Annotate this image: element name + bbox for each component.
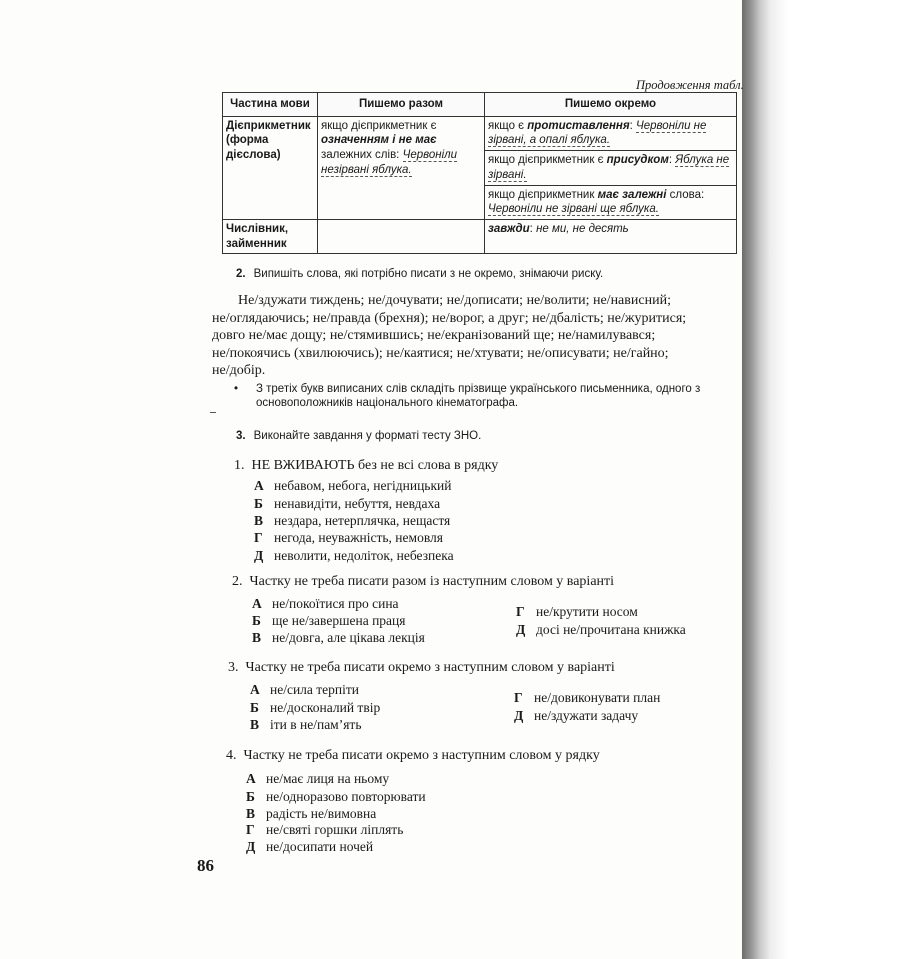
option-letter: Б bbox=[252, 613, 261, 628]
option bbox=[246, 822, 403, 838]
page-number: 86 bbox=[197, 856, 214, 875]
option-text: не/довиконувати план bbox=[534, 690, 661, 705]
sep-always-example: не ми, не десять bbox=[536, 223, 629, 236]
question-text: Частку не треба писати разом із наступним словом у варіанті bbox=[249, 574, 615, 589]
option-letter: Г bbox=[254, 530, 263, 545]
header-separately: Пишемо окремо bbox=[485, 93, 737, 117]
task2-line: Не/здужати тиждень; не/дочувати; не/дописати; не/волити; не/нависний; bbox=[238, 293, 671, 308]
option bbox=[254, 478, 451, 494]
bullet-text: З третіх букв виписаних слів складіть прізвище українського письменника, одного з основоположників національного кінематографа. bbox=[256, 383, 701, 409]
option bbox=[516, 622, 686, 638]
sep-rule-lead: якщо дієприкметник bbox=[488, 188, 595, 201]
option-text: неволити, недоліток, небезпека bbox=[274, 548, 454, 563]
cell-separately: завжди: не ми, не десять bbox=[485, 220, 737, 254]
sep-rule-3 bbox=[485, 186, 736, 219]
option bbox=[516, 604, 638, 620]
sep-rule-lead: якщо дієприкметник є bbox=[488, 154, 604, 167]
cell-pos bbox=[223, 116, 318, 219]
option-letter: В bbox=[252, 630, 262, 645]
option bbox=[514, 690, 660, 706]
option-text: досі не/прочитана книжка bbox=[536, 622, 686, 637]
option bbox=[246, 839, 373, 855]
header-together: Пишемо разом bbox=[318, 93, 485, 117]
together-text-a: якщо дієприкметник є bbox=[321, 119, 437, 132]
option bbox=[250, 682, 359, 698]
sep-rule-example: Червоніли не зірвані, а опалі яблука. bbox=[488, 119, 707, 147]
option-letter: А bbox=[254, 478, 264, 493]
sep-rule-term: присудком bbox=[606, 154, 669, 167]
question-number: 1. bbox=[234, 458, 245, 473]
option-text: не/покоїтися про сина bbox=[272, 596, 399, 611]
option-letter: Д bbox=[246, 839, 256, 854]
option-text: небавом, небога, негідницький bbox=[274, 478, 452, 493]
option bbox=[252, 630, 425, 646]
option bbox=[254, 513, 450, 529]
sep-rule-term: має залежні bbox=[597, 188, 667, 201]
option-letter: Г bbox=[514, 690, 523, 705]
option bbox=[250, 717, 362, 733]
option-text: не/досконалий твір bbox=[270, 700, 381, 715]
question-number: 2. bbox=[232, 574, 243, 589]
option-letter: В bbox=[254, 513, 264, 528]
sep-rule-lead: якщо є bbox=[488, 119, 525, 132]
option-letter: Г bbox=[246, 822, 255, 837]
together-text-c: залежних слів: bbox=[321, 149, 400, 162]
option-text: негода, неуважність, немовля bbox=[274, 530, 443, 545]
question-2 bbox=[232, 574, 614, 590]
sep-rule-example: Яблука не зірвані. bbox=[488, 154, 730, 181]
option bbox=[250, 700, 380, 716]
option bbox=[246, 806, 376, 822]
together-term: означенням і не має bbox=[321, 134, 437, 147]
task2-instruction: Випишіть слова, які потрібно писати з не окремо, знімаючи риску. bbox=[253, 268, 604, 280]
pos-label: Числівник, займенник bbox=[226, 223, 289, 250]
option bbox=[254, 548, 454, 564]
option-letter: Д bbox=[254, 548, 264, 563]
option-letter: Б bbox=[250, 700, 259, 715]
option bbox=[246, 771, 389, 787]
cell-together bbox=[318, 116, 485, 219]
task3-number: 3. bbox=[236, 430, 246, 442]
question-text: Частку не треба писати окремо з наступним словом у рядку bbox=[243, 748, 600, 763]
option-text: ненавидіти, небуття, невдаха bbox=[274, 496, 441, 511]
question-number: 4. bbox=[226, 748, 237, 763]
continuation-note: Продовження табл. bbox=[636, 78, 744, 92]
option-text: не/досипати ночей bbox=[266, 839, 374, 854]
option bbox=[252, 596, 399, 612]
task2-paragraph bbox=[212, 292, 734, 380]
table-header-row bbox=[223, 93, 737, 117]
task2-line: не/добір. bbox=[212, 363, 266, 378]
pos-label: Дієприкметник (форма дієслова) bbox=[226, 119, 311, 162]
margin-mark bbox=[210, 412, 216, 413]
option-letter: Б bbox=[254, 496, 263, 511]
option-letter: Д bbox=[514, 708, 524, 723]
option-letter: Г bbox=[516, 604, 525, 619]
option-text: нездара, нетерплячка, нещастя bbox=[274, 513, 451, 528]
question-text: НЕ ВЖИВАЮТЬ без не всі слова в рядку bbox=[251, 458, 499, 473]
task3-heading bbox=[236, 430, 481, 442]
question-1 bbox=[234, 458, 498, 474]
book-spine-shadow bbox=[742, 0, 900, 959]
option-text: радість не/вимовна bbox=[266, 806, 377, 821]
option-text: не/здужати задачу bbox=[534, 708, 639, 723]
question-3 bbox=[228, 660, 615, 676]
sep-rule-tail: слова: bbox=[669, 188, 705, 201]
question-4 bbox=[226, 748, 600, 764]
option bbox=[252, 613, 405, 629]
task3-instruction: Виконайте завдання у форматі тесту ЗНО. bbox=[253, 430, 482, 442]
option-text: не/довга, але цікава лекція bbox=[272, 630, 425, 645]
sep-rule-2: якщо дієприкметник є присудком: Яблука не зірвані. bbox=[485, 151, 736, 185]
option-text: не/крутити носом bbox=[536, 604, 638, 619]
option-text: іти в не/пам’ять bbox=[270, 717, 362, 732]
option-text: не/має лиця на ньому bbox=[266, 771, 390, 786]
task2-number: 2. bbox=[236, 268, 246, 280]
option-letter: В bbox=[250, 717, 260, 732]
option-letter: В bbox=[246, 806, 256, 821]
option-text: ще не/завершена праця bbox=[272, 613, 406, 628]
cell-separately bbox=[485, 116, 737, 219]
cell-pos bbox=[223, 220, 318, 254]
option bbox=[514, 708, 638, 724]
table-row bbox=[223, 116, 737, 219]
table-row bbox=[223, 220, 737, 254]
option-letter: Д bbox=[516, 622, 526, 637]
sep-rule-1: якщо є протиставлення: Червоніли не зірвані, а опалі яблука. bbox=[485, 117, 736, 151]
rules-table bbox=[222, 92, 737, 254]
option-text: не/сила терпіти bbox=[270, 682, 360, 697]
option-text: не/святі горшки ліплять bbox=[266, 822, 404, 837]
option bbox=[246, 789, 426, 805]
together-example: Червоніли незірвані яблука. bbox=[321, 149, 458, 176]
task2-line: не/покоячись (хвилюючись); не/каятися; не/хтувати; не/описувати; не/гайно; bbox=[212, 345, 669, 361]
sep-always-term: завжди bbox=[488, 223, 530, 236]
option-letter: Б bbox=[246, 789, 255, 804]
question-number: 3. bbox=[228, 660, 239, 675]
option-text: не/одноразово повторювати bbox=[266, 789, 426, 804]
task2-line: не/оглядаючись; не/правда (брехня); не/ворог, а друг; не/дбалість; не/журитися; bbox=[212, 310, 687, 326]
task2-line: довго не/має дощу; не/стямившись; не/екранізований ще; не/намилувався; bbox=[212, 328, 656, 343]
task2-heading bbox=[236, 268, 603, 280]
cell-together-empty bbox=[318, 220, 485, 254]
header-part-of-speech: Частина мови bbox=[223, 93, 318, 117]
question-text: Частку не треба писати окремо з наступним словом у варіанті bbox=[245, 660, 615, 675]
option-letter: А bbox=[250, 682, 260, 697]
option bbox=[254, 530, 443, 546]
bullet-icon: • bbox=[234, 383, 239, 395]
option-letter: А bbox=[252, 596, 262, 611]
option-letter: А bbox=[246, 771, 256, 786]
sep-rule-example: Червоніли не зірвані ще яблука. bbox=[488, 203, 659, 216]
option bbox=[254, 496, 440, 512]
sep-rule-term: протиставлення bbox=[527, 119, 630, 132]
